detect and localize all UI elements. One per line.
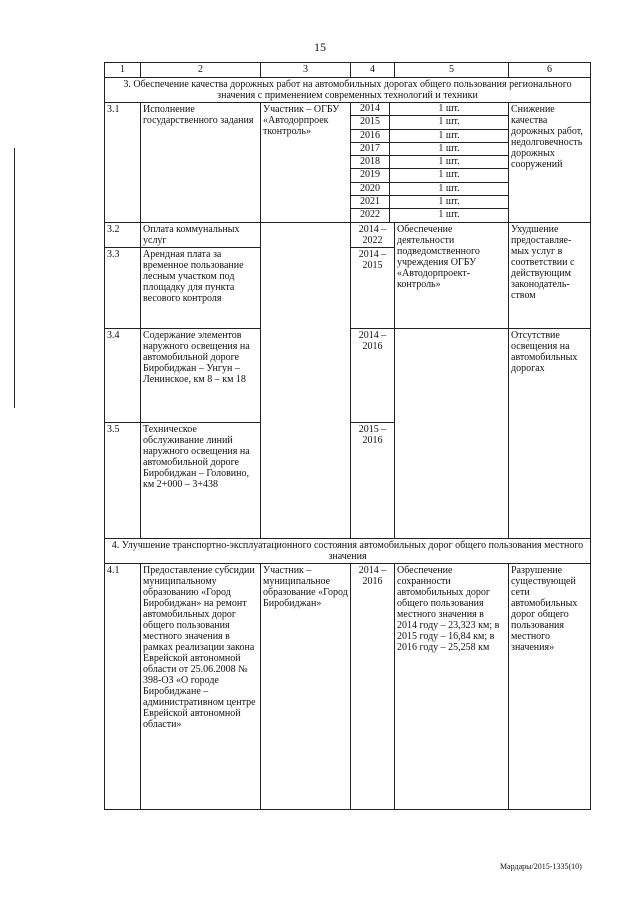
header-cell: 4 <box>351 63 395 78</box>
year: 2021 <box>351 196 390 209</box>
value: 1 шт. <box>390 142 509 155</box>
header-cell: 6 <box>509 63 591 78</box>
row-number: 3.3 <box>105 247 141 328</box>
row-number: 4.1 <box>105 563 141 809</box>
year: 2016 <box>351 129 390 142</box>
result: Обеспечение сохранности автомобильных дорог общего пользования местного значения в 2014 году – 23,323 км; в 2015 году – 16,84 км; в 2016 году – 25,258 км <box>395 563 509 809</box>
row-number: 3.4 <box>105 328 141 422</box>
value: 1 шт. <box>390 169 509 182</box>
header-cell: 3 <box>261 63 351 78</box>
year: 2014 <box>351 103 390 116</box>
value: 1 шт. <box>390 129 509 142</box>
section-3-title: 3. Обеспечение качества дорожных работ на автомобильных дорогах общего пользования регионального значения с применением современных технологий и техники <box>105 78 591 103</box>
year: 2022 <box>351 209 390 222</box>
year: 2017 <box>351 142 390 155</box>
measure-name: Исполнение государственного задания <box>141 103 261 223</box>
table-row <box>105 103 591 223</box>
margin-line <box>14 148 15 408</box>
year-value-cell <box>351 103 509 223</box>
measure-name: Техническое обслуживание линий наружного освещения на автомобильной дороге Биробиджан – Головино, км 2+000 – 3+438 <box>141 422 261 538</box>
measures-table <box>104 62 591 810</box>
result: Обеспечение деятельности подведомственного учреждения ОГБУ «Автодорпроект-контроль» <box>395 222 509 328</box>
consequence: Снижение качества дорожных работ, недолговечность дорожных сооружений <box>509 103 591 223</box>
value: 1 шт. <box>390 182 509 195</box>
section-4-row <box>105 538 591 563</box>
table-row <box>105 563 591 809</box>
year-value-table <box>351 103 508 222</box>
year: 2019 <box>351 169 390 182</box>
period: 2014 – 2015 <box>351 247 395 328</box>
value: 1 шт. <box>390 103 509 116</box>
value: 1 шт. <box>390 116 509 129</box>
page-number: 15 <box>314 40 326 54</box>
measure-name: Предоставление субсидии муниципальному образованию «Город Биробиджан» на ремонт автомобильных дорог общего пользования местного значения в рамках реализации закона Еврейской автономной области от 25.06.2008 № 398-ОЗ «О городе Биробиджане – административном центре Еврейской автономной области» <box>141 563 261 809</box>
consequence: Отсутствие освещения на автомобильных дорогах <box>509 328 591 538</box>
year: 2020 <box>351 182 390 195</box>
period: 2015 – 2016 <box>351 422 395 538</box>
participant: Участник – муниципальное образование «Город Биробиджан» <box>261 563 351 809</box>
period: 2014 – 2016 <box>351 328 395 422</box>
value: 1 шт. <box>390 209 509 222</box>
result <box>395 328 509 538</box>
consequence: Разрушение существующей сети автомобильных дорог общего пользования местного значения» <box>509 563 591 809</box>
participant: Участник – ОГБУ «Автодорпроек тконтроль» <box>261 103 351 223</box>
consequence: Ухудшение предоставляе-мых услуг в соответствии с действующим законодатель-ством <box>509 222 591 328</box>
measure-name: Арендная плата за временное пользование лесным участком под площадку для пункта весового контроля <box>141 247 261 328</box>
participant <box>261 222 351 538</box>
row-number: 3.5 <box>105 422 141 538</box>
section-4-title: 4. Улучшение транспортно-эксплуатационного состояния автомобильных дорог общего пользования местного значения <box>105 538 591 563</box>
measure-name: Оплата коммунальных услуг <box>141 222 261 247</box>
value: 1 шт. <box>390 196 509 209</box>
header-cell: 5 <box>395 63 509 78</box>
table-row <box>105 222 591 247</box>
header-row <box>105 63 591 78</box>
header-cell: 1 <box>105 63 141 78</box>
year: 2015 <box>351 116 390 129</box>
row-number: 3.2 <box>105 222 141 247</box>
footer-code: Мардары/2015-1335(10) <box>500 862 582 871</box>
section-3-row <box>105 78 591 103</box>
header-cell: 2 <box>141 63 261 78</box>
value: 1 шт. <box>390 156 509 169</box>
measure-name: Содержание элементов наружного освещения на автомобильной дороге Биробиджан – Унгун – Ленинское, км 8 – км 18 <box>141 328 261 422</box>
period: 2014 – 2016 <box>351 563 395 809</box>
row-number: 3.1 <box>105 103 141 223</box>
period: 2014 – 2022 <box>351 222 395 247</box>
year: 2018 <box>351 156 390 169</box>
